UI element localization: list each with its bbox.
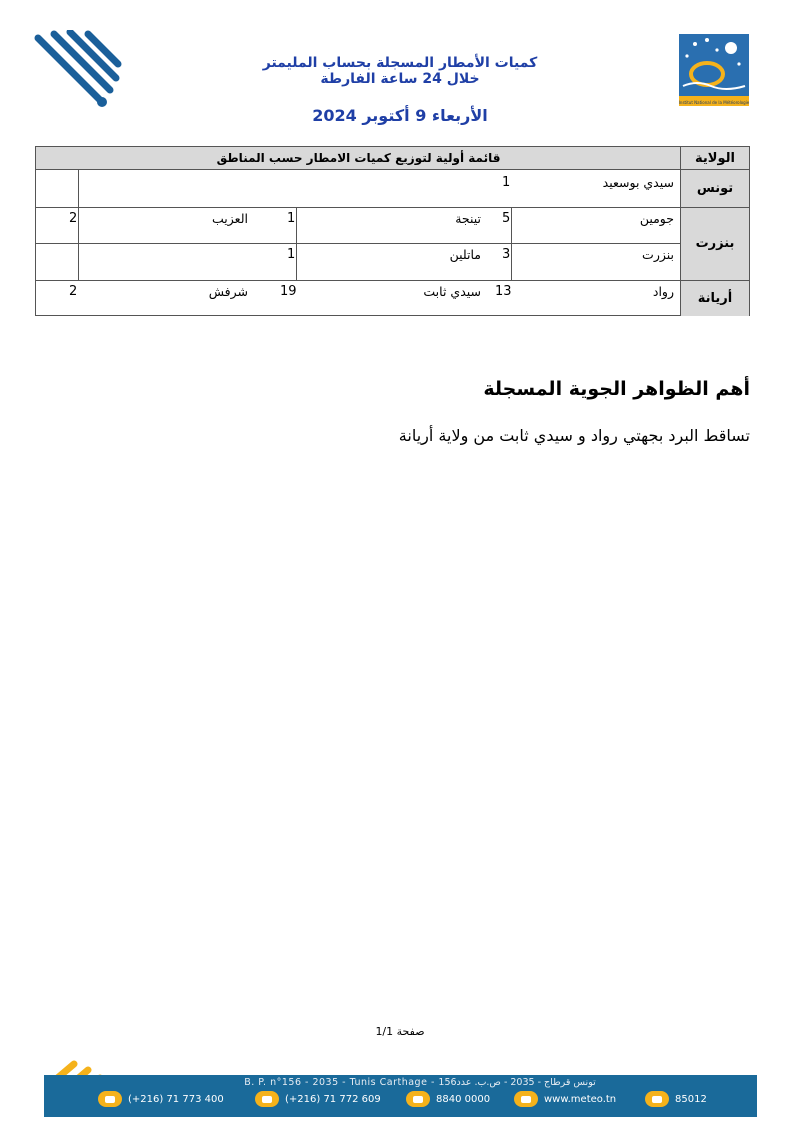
- row-divider: [36, 280, 749, 281]
- station-value: 13: [495, 284, 512, 299]
- footer-address: B. P. n°156 - 2035 - Tunis Carthage - تونس قرطاج - 2035 - ص.ب. عدد156: [244, 1077, 596, 1088]
- sms-icon: [645, 1091, 669, 1107]
- col-divider: [78, 207, 79, 243]
- footer-hotline: [406, 1090, 490, 1108]
- phenomena-text: تساقط البرد بجهتي رواد و سيدي ثابت من ولاية أريانة: [398, 426, 750, 445]
- footer-sms: [645, 1090, 707, 1108]
- col-divider: [78, 170, 79, 207]
- station-name: بنزرت: [642, 247, 674, 262]
- hotline-icon: [406, 1091, 430, 1107]
- regions-header: قائمة أولية لتوزيع كميات الامطار حسب المناطق: [36, 147, 681, 170]
- stripes-logo: [30, 30, 125, 110]
- phenomena-title: أهم الظواهر الجوية المسجلة: [483, 378, 750, 400]
- station-name: العزيب: [212, 211, 248, 226]
- footer-fax-text: (+216) 71 772 609: [285, 1093, 381, 1105]
- col-divider: [296, 207, 297, 243]
- logo-caption: Institut National de la Météorologie: [679, 100, 749, 105]
- page-number: صفحة 1/1: [375, 1025, 425, 1038]
- row-divider: [681, 207, 749, 208]
- governorate-bizerte: بنزرت: [680, 207, 749, 280]
- station-value: 1: [287, 247, 296, 262]
- station-name: رواد: [652, 284, 674, 299]
- footer-hotline-text: 8840 0000: [436, 1093, 491, 1105]
- station-value: 2: [69, 211, 78, 226]
- station-value: 1: [287, 211, 296, 226]
- col-divider: [296, 243, 297, 280]
- station-name: شرفش: [208, 284, 248, 299]
- footer-phone: [98, 1090, 224, 1108]
- station-name: جومين: [639, 211, 674, 226]
- footer-website[interactable]: [514, 1090, 616, 1108]
- governorate-header: الولاية: [680, 147, 749, 170]
- footer-fax: [255, 1090, 381, 1108]
- report-title: كميات الأمطار المسجلة بحساب المليمتر: [262, 55, 538, 71]
- station-name: تينجة: [455, 211, 481, 226]
- station-value: 3: [502, 247, 511, 262]
- governorate-ariana: أريانة: [680, 280, 749, 316]
- station-name: ماتلين: [449, 247, 481, 262]
- footer-sms-text: 85012: [675, 1093, 707, 1105]
- station-value: 5: [502, 211, 511, 226]
- report-subtitle: خلال 24 ساعة الفارطة: [320, 71, 480, 87]
- station-name: سيدي ثابت: [423, 284, 481, 299]
- station-value: 2: [69, 284, 78, 299]
- inm-logo: [679, 34, 749, 106]
- governorate-tunis: تونس: [680, 170, 749, 207]
- col-divider: [511, 207, 512, 243]
- footer-phone-text: (+216) 71 773 400: [128, 1093, 224, 1105]
- fax-icon: [255, 1091, 279, 1107]
- rainfall-table: [35, 146, 750, 316]
- phone-icon: [98, 1091, 122, 1107]
- globe-icon: [514, 1091, 538, 1107]
- report-date: الأربعاء 9 أكتوبر 2024: [312, 106, 488, 125]
- footer-website-text[interactable]: www.meteo.tn: [544, 1093, 617, 1105]
- col-divider: [78, 243, 79, 280]
- station-name: سيدي بوسعيد: [602, 175, 674, 190]
- station-value: 1: [502, 175, 511, 190]
- row-divider: [36, 207, 749, 208]
- row-divider: [36, 243, 680, 244]
- col-divider: [511, 243, 512, 280]
- station-value: 19: [280, 284, 297, 299]
